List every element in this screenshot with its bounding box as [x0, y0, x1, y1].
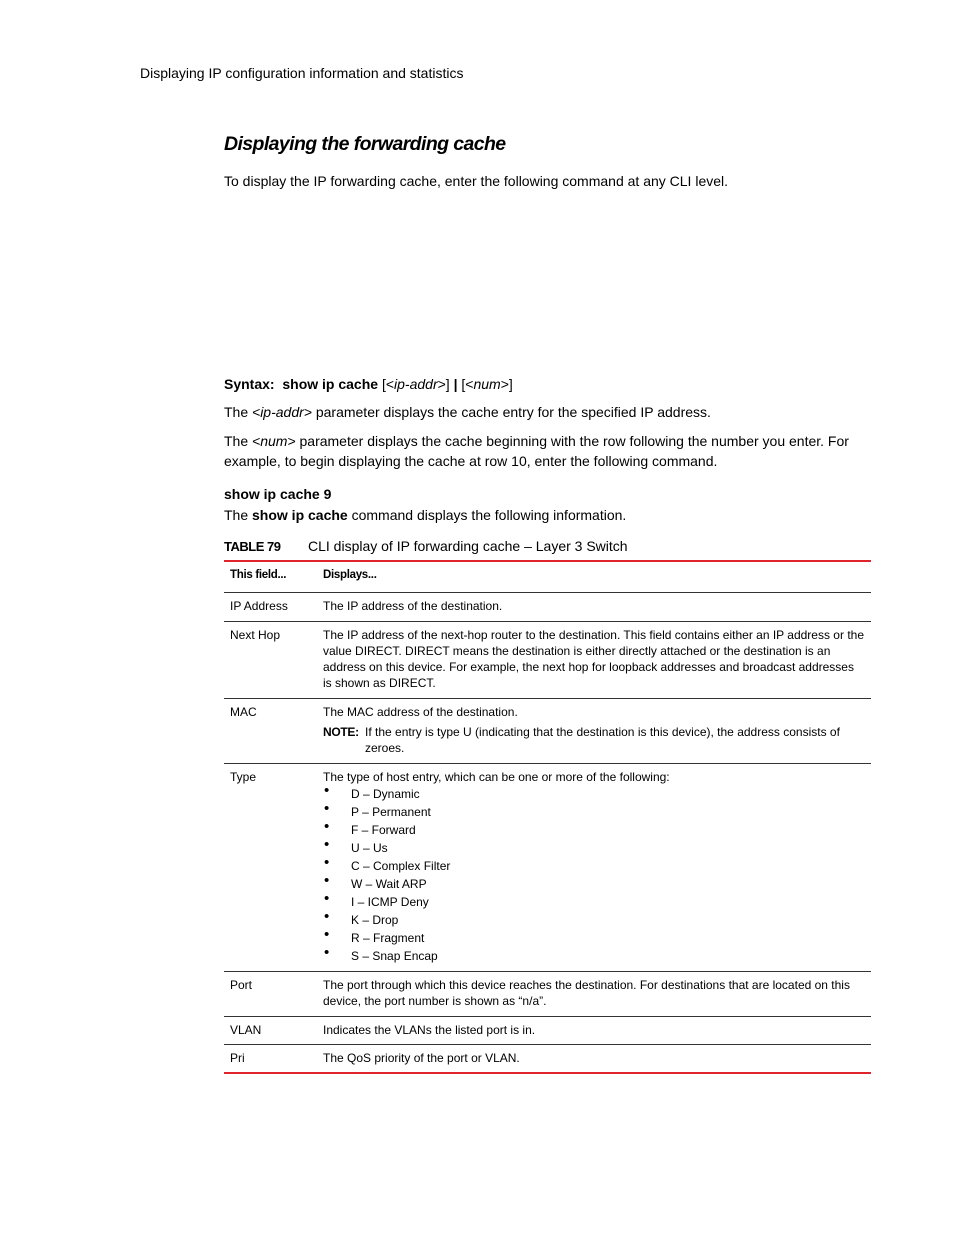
- field-cell: VLAN: [224, 1016, 317, 1044]
- field-cell: Pri: [224, 1044, 317, 1073]
- p3-pre: The: [224, 507, 253, 523]
- syntax-line: [224, 376, 513, 392]
- p1-post: parameter displays the cache entry for the specified IP address.: [311, 404, 711, 420]
- list-item: • W – Wait ARP: [323, 875, 865, 893]
- field-cell: Next Hop: [224, 621, 317, 698]
- running-header: Displaying IP configuration information and statistics: [140, 65, 464, 81]
- intro-paragraph: To display the IP forwarding cache, enter the following command at any CLI level.: [224, 173, 729, 189]
- p2-post: parameter displays the cache beginning with the row following the number you enter. For example, to begin displaying the cache at row 10, enter the following command.: [224, 433, 849, 469]
- syntax-label: Syntax:: [224, 376, 275, 392]
- example-command: show ip cache 9: [224, 486, 332, 502]
- syntax-command: show ip cache: [282, 376, 379, 392]
- list-item: • U – Us: [323, 839, 865, 857]
- type-desc: The type of host entry, which can be one or more of the following:: [323, 769, 670, 784]
- table-row: [224, 1016, 871, 1044]
- syntax-arg-ip-addr: ip-addr: [394, 376, 438, 392]
- ip-addr-parameter-paragraph: [224, 404, 711, 420]
- p2-pre: The: [224, 433, 253, 449]
- desc-cell: The IP address of the next-hop router to the destination. This field contains either an IP address or the value DIRECT. DIRECT means the destination is either directly attached or the destination is an address on this device. For example, the next hop for loopback addresses and broadcast addresses is shown as DIRECT.: [317, 621, 871, 698]
- field-cell: Port: [224, 971, 317, 1016]
- syntax-arg-num: num: [473, 376, 501, 392]
- syntax-close2: >]: [500, 376, 513, 392]
- note-label: NOTE:: [323, 725, 359, 740]
- command-output-paragraph: [224, 507, 626, 523]
- table-row: [224, 621, 871, 698]
- header-field: This field...: [224, 561, 317, 593]
- p2-arg: <num>: [252, 433, 296, 449]
- p3-cmd: show ip cache: [252, 507, 348, 523]
- table-row: [224, 593, 871, 621]
- table-row: [224, 971, 871, 1016]
- desc-cell: [317, 698, 871, 763]
- syntax-open1: [<: [378, 376, 395, 392]
- list-item: • R – Fragment: [323, 929, 865, 947]
- table-number: TABLE 79: [224, 539, 281, 554]
- table-header-row: [224, 561, 871, 593]
- num-parameter-paragraph: [224, 432, 872, 471]
- section-title: Displaying the forwarding cache: [224, 133, 506, 155]
- list-item: • F – Forward: [323, 821, 865, 839]
- table-row: [224, 698, 871, 763]
- forwarding-cache-table: [224, 560, 871, 1074]
- list-item: • S – Snap Encap: [323, 947, 865, 965]
- table-row: [224, 763, 871, 971]
- syntax-open2: [<: [461, 376, 474, 392]
- type-list: [323, 785, 865, 965]
- list-item: • C – Complex Filter: [323, 857, 865, 875]
- list-item: • D – Dynamic: [323, 785, 865, 803]
- field-cell: MAC: [224, 698, 317, 763]
- desc-cell: The IP address of the destination.: [323, 599, 503, 614]
- list-item: • P – Permanent: [323, 803, 865, 821]
- note: [323, 724, 865, 757]
- desc-cell: The port through which this device reaches the destination. For destinations that are located on this device, the port number is shown as “n/a”.: [317, 971, 871, 1016]
- header-displays: Displays...: [317, 561, 871, 593]
- table-caption: [224, 538, 628, 554]
- mac-desc: The MAC address of the destination.: [323, 704, 518, 719]
- desc-cell: [317, 763, 871, 971]
- table-title: CLI display of IP forwarding cache – Layer 3 Switch: [308, 538, 628, 554]
- p1-pre: The: [224, 404, 253, 420]
- field-cell: IP Address: [230, 599, 288, 614]
- note-text: If the entry is type U (indicating that the destination is this device), the address consists of zeroes.: [365, 725, 840, 756]
- desc-cell: The QoS priority of the port or VLAN.: [317, 1044, 871, 1073]
- list-item: • K – Drop: [323, 911, 865, 929]
- list-item: • I – ICMP Deny: [323, 893, 865, 911]
- syntax-pipe: |: [449, 376, 462, 392]
- desc-cell: Indicates the VLANs the listed port is in.: [317, 1016, 871, 1044]
- p1-arg: <ip-addr>: [252, 404, 312, 420]
- table-row: [224, 1044, 871, 1073]
- p3-post: command displays the following information.: [347, 507, 627, 523]
- field-cell: Type: [224, 763, 317, 971]
- syntax-close1: >]: [437, 376, 450, 392]
